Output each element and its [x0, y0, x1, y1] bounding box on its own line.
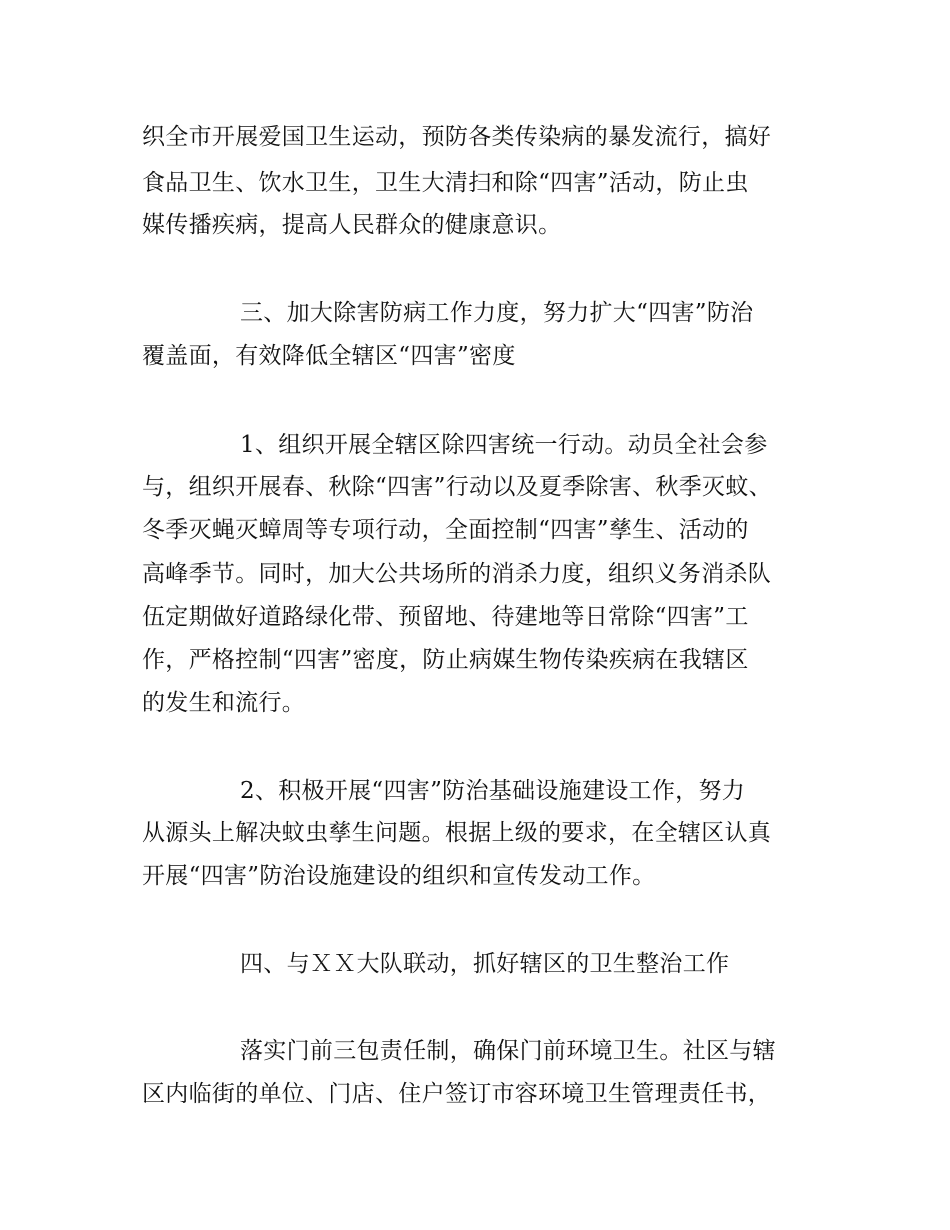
list-item-line: 开展“四害”防治设施建设的组织和宣传发动工作。 [142, 863, 656, 889]
list-item-line: 作，严格控制“四害”密度，防止病媒生物传染疾病在我辖区 [142, 647, 749, 673]
list-item-line: 2、积极开展“四害”防治基础设施建设工作，努力 [240, 778, 746, 804]
paragraph-line: 区内临街的单位、门店、住户签订市容环境卫生管理责任书， [142, 1081, 772, 1107]
paragraph-line: 落实门前三包责任制，确保门前环境卫生。社区与辖 [240, 1038, 776, 1064]
list-item-line: 冬季灭蝇灭蟑周等专项行动，全面控制“四害”孳生、活动的 [142, 517, 749, 543]
list-item-line: 与，组织开展春、秋除“四害”行动以及夏季除害、秋季灭蚊、 [142, 474, 772, 500]
list-item-line: 的发生和流行。 [142, 690, 306, 716]
paragraph-line: 食品卫生、饮水卫生，卫生大清扫和除“四害”活动，防止虫 [142, 170, 749, 196]
list-item-line: 从源头上解决蚊虫孳生问题。根据上级的要求，在全辖区认真 [142, 820, 772, 846]
list-item-line: 伍定期做好道路绿化带、预留地、待建地等日常除“四害”工 [142, 604, 749, 630]
paragraph-line: 媒传播疾病，提高人民群众的健康意识。 [142, 212, 562, 238]
list-item-line: 1、组织开展全辖区除四害统一行动。动员全社会参 [240, 432, 768, 458]
section-heading-line: 四、与ＸＸ大队联动，抓好辖区的卫生整治工作 [240, 951, 730, 977]
list-item-line: 高峰季节。同时，加大公共场所的消杀力度，组织义务消杀队 [142, 561, 772, 587]
section-heading-line: 三、加大除害防病工作力度，努力扩大“四害”防治 [240, 300, 754, 326]
paragraph-line: 织全市开展爱国卫生运动，预防各类传染病的暴发流行，搞好 [142, 124, 772, 150]
section-heading-line: 覆盖面，有效降低全辖区“四害”密度 [142, 343, 516, 369]
